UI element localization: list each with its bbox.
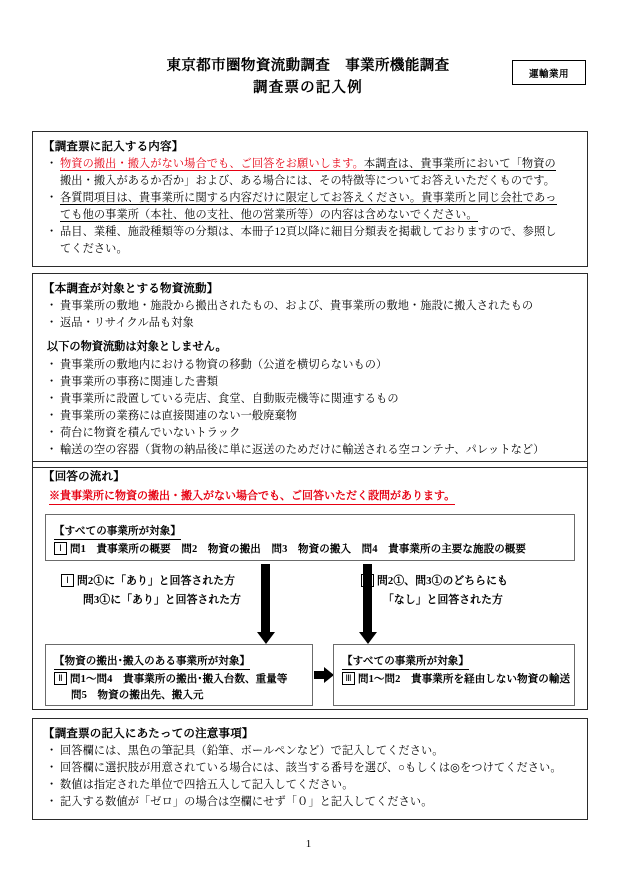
list-item: ・ 返品・リサイクル品も対象 [47, 315, 577, 332]
title-line-2: 調査票の記入例 [253, 80, 363, 96]
flow-box-line-1 [342, 672, 571, 688]
list-item [47, 190, 577, 224]
bullet-black-underline: 本調査は、貴事業所において「物資の [363, 158, 556, 170]
flow-red-note: ※貴事業所に物資の搬出・搬入がない場合でも、ご回答いただく設問があります。 [49, 488, 455, 505]
flow-box-title: 【すべての事業所が対象】 [342, 654, 469, 670]
bullet-line-2: てください。 [60, 243, 128, 255]
arrow-down-icon-left [261, 564, 270, 644]
bullet-line-2: 搬出・搬入があるか否か」および、ある場合には、その特徴等についてお答えいただくものです。 [60, 175, 556, 187]
section-heading: 【調査票に記入する内容】 [43, 141, 184, 153]
list-item [47, 156, 577, 190]
flow-box-all-offices-top [45, 514, 575, 561]
list-item: ・ 回答欄に選択肢が用意されている場合には、該当する番号を選び、○もしくは◎をつけてください。 [47, 760, 577, 777]
list-item [47, 224, 577, 258]
roman-numeral-one: Ⅰ [54, 542, 67, 555]
page-title [118, 55, 498, 99]
flow-box-line-text: 問1 貴事業所の概要 問2 物資の搬出 問3 物資の搬入 問4 貴事業所の主要な施設の概要 [70, 544, 526, 555]
flow-box-title: 【物資の搬出･搬入のある事業所が対象】 [54, 654, 250, 670]
excluded-heading: 以下の物資流動は対象としません。 [47, 341, 227, 353]
roman-numeral-two: Ⅱ [54, 672, 67, 685]
flow-branch-condition-right [361, 572, 508, 610]
section-survey-scope [32, 273, 588, 468]
branch-line-2: 「なし」と回答された方 [383, 594, 503, 606]
flow-box-all-offices-bottom [333, 644, 575, 706]
bullet-red-emphasis: 物資の搬出・搬入がない場合でも、ご回答をお願いします。 [60, 158, 364, 170]
branch-line-1-text: 問2①、問3①のどちらにも [377, 575, 508, 587]
section-filling-notes [32, 718, 588, 820]
branch-line-1 [61, 572, 241, 591]
section-heading: 【本調査が対象とする物資流動】 [43, 283, 219, 295]
branch-line-1-text: 問2①に「あり」と回答された方 [77, 575, 236, 587]
excluded-list [43, 357, 577, 459]
list-item: ・ 輸送の空の容器（貨物の納品後に単に返送のためだけに輸送される空コンテナ、パレットなど） [47, 442, 577, 459]
flow-box-offices-with-shipments [45, 644, 313, 706]
flow-box-line-1-text: 問1〜問4 貴事業所の搬出･搬入台数、重量等 [70, 674, 288, 685]
flow-diagram [43, 514, 577, 699]
section-survey-contents [32, 131, 588, 267]
branch-line-1 [361, 572, 508, 591]
flow-branch-condition-left [61, 572, 241, 610]
list-item: ・ 回答欄には、黒色の筆記具（鉛筆、ボールペンなど）で記入してください。 [47, 743, 577, 760]
title-line-1: 東京都市圏物資流動調査 事業所機能調査 [166, 58, 450, 74]
flow-box-line-2: 問5 物資の搬出先、搬入元 [71, 690, 204, 701]
roman-numeral-three: Ⅲ [342, 672, 355, 685]
section-heading: 【調査票の記入にあたっての注意事項】 [43, 728, 254, 740]
page-number: 1 [305, 838, 312, 850]
list-item: ・ 貴事業所の業務には直接関連のない一般廃棄物 [47, 408, 577, 425]
list-item: ・ 貴事業所の事務に関連した書類 [47, 374, 577, 391]
flow-box-title: 【すべての事業所が対象】 [54, 524, 181, 540]
roman-numeral-one: Ⅰ [61, 574, 74, 587]
section-answer-flow [32, 461, 588, 710]
flow-box-line [54, 542, 566, 558]
section-heading: 【回答の流れ】 [43, 471, 125, 483]
included-list [43, 298, 577, 332]
notes-bullet-list [43, 743, 577, 811]
flow-box-line-1 [54, 672, 304, 688]
list-item: ・ 記入する数値が「ゼロ」の場合は空欄にせず「０」と記入してください。 [47, 794, 577, 811]
arrow-right-icon [314, 667, 334, 683]
bullet-line-1: 各質問項目は、貴事業所に関する内容だけに限定してお答えください。貴事業所と同じ会社であっ [60, 192, 557, 204]
list-item: ・ 貴事業所に設置している売店、食堂、自動販売機等に関連するもの [47, 391, 577, 408]
branch-line-2: 問3①に「あり」と回答された方 [83, 594, 242, 606]
list-item: ・ 貴事業所の敷地内における物資の移動（公道を横切らないもの） [47, 357, 577, 374]
flow-box-line-1-text: 問1〜問2 貴事業所を経由しない物資の輸送 [358, 674, 571, 685]
list-item: ・ 貴事業所の敷地・施設から搬出されたもの、および、貴事業所の敷地・施設に搬入されたもの [47, 298, 577, 315]
roman-numeral-one: Ⅰ [361, 574, 374, 587]
list-item: ・ 数値は指定された単位で四捨五入して記入してください。 [47, 777, 577, 794]
contents-bullet-list [43, 156, 577, 258]
bullet-line-2: ても他の事業所（本社、他の支社、他の営業所等）の内容は含めないでください。 [60, 209, 478, 221]
category-badge: 運輸業用 [512, 60, 586, 85]
list-item: ・ 荷台に物資を積んでいないトラック [47, 425, 577, 442]
bullet-line-1: 品目、業種、施設種類等の分類は、本冊子12頁以降に細目分類表を掲載しておりますので、参照し [60, 226, 557, 238]
